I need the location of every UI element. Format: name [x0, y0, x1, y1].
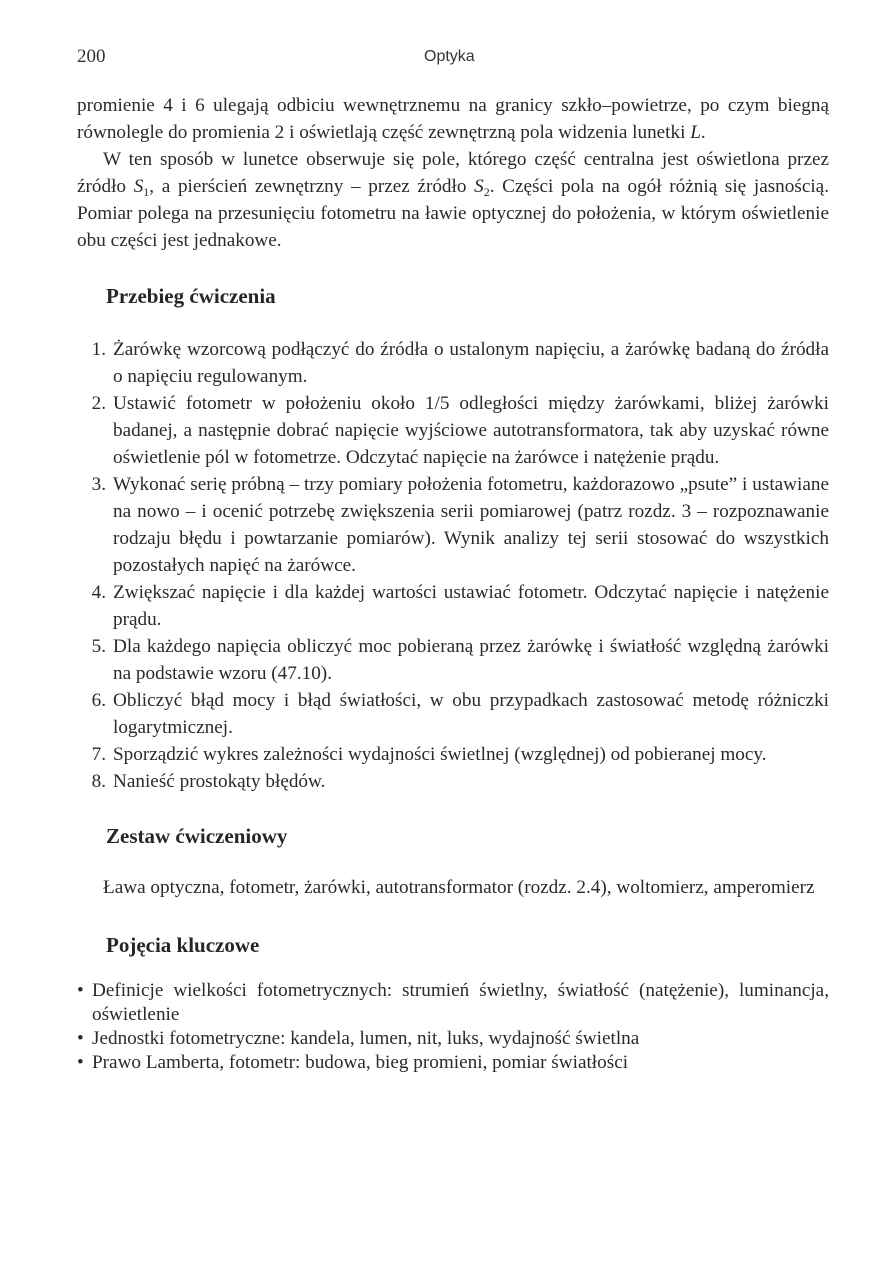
bullet-icon: • — [77, 1028, 84, 1049]
step-number: 8. — [91, 771, 106, 792]
step-item — [77, 633, 829, 687]
symbol-L: L — [690, 122, 701, 143]
step-number: 3. — [91, 474, 106, 495]
step-text: Dla każdego napięcia obliczyć moc pobieraną przez żarówkę i światłość względną żarówki na podstawie wzoru (47.10). — [113, 636, 829, 684]
step-text: Obliczyć błąd mocy i błąd światłości, w obu przypadkach zastosować metodę różniczki logarytmicznej. — [113, 690, 829, 738]
step-item — [77, 336, 829, 390]
equipment-heading: Zestaw ćwiczeniowy — [106, 824, 288, 848]
concept-item — [77, 1027, 829, 1051]
concept-text: Definicje wielkości fotometrycznych: strumień świetlny, światłość (natężenie), luminancja, oświetlenie — [92, 980, 829, 1025]
running-head — [77, 46, 829, 70]
step-item — [77, 768, 829, 795]
step-item — [77, 741, 829, 768]
step-text: Ustawić fotometr w położeniu około 1/5 odległości między żarówkami, bliżej żarówki badanej, a następnie dobrać napięcie wyjściowe autotransformatora, tak aby uzyskać równe oświetlenie pól w fotometrze. Odczytać napięcie na żarówce i natężenie prądu. — [113, 393, 829, 468]
concept-item — [77, 979, 829, 1027]
step-text: Żarówkę wzorcową podłączyć do źródła o ustalonym napięciu, a żarówkę badaną do źródła o napięciu regulowanym. — [113, 339, 829, 387]
step-number: 4. — [91, 582, 106, 603]
body-text — [77, 92, 829, 1075]
step-number: 7. — [91, 744, 106, 765]
step-text: Nanieść prostokąty błędów. — [113, 771, 326, 792]
step-item — [77, 579, 829, 633]
section-title: Optyka — [424, 48, 475, 65]
concept-text: Prawo Lamberta, fotometr: budowa, bieg promieni, pomiar światłości — [92, 1052, 629, 1073]
concept-item — [77, 1051, 829, 1075]
procedure-heading: Przebieg ćwiczenia — [106, 284, 276, 308]
step-number: 6. — [91, 690, 106, 711]
step-number: 2. — [91, 393, 106, 414]
subscript-2: 2 — [483, 185, 490, 199]
procedure-steps — [77, 336, 829, 795]
step-number: 1. — [91, 339, 106, 360]
intro-paragraph-1: promienie 4 i 6 ulegają odbiciu wewnętrznemu na granicy szkło–powietrze, po czym biegną równolegle do promienia 2 i oświetlają część zewnętrzną pola widzenia lunetki L. — [77, 95, 829, 143]
equipment-text: Ława optyczna, fotometr, żarówki, autotransformator (rozdz. 2.4), woltomierz, amperomierz — [103, 877, 815, 898]
step-number: 5. — [91, 636, 106, 657]
intro-paragraph-2: W ten sposób w lunetce obserwuje się pole, którego część centralna jest oświetlona przez źródło $S_1$, a pierścień zewnętrzny – przez źródło $S_2$. Części pola na ogół różnią się jasnością. Pomiar polega na przesunięciu fotometru na ławie optycznej do położenia, w którym oświetlenie obu części jest jednakowe. — [77, 149, 829, 251]
bullet-icon: • — [77, 980, 84, 1001]
concept-text: Jednostki fotometryczne: kandela, lumen, nit, luks, wydajność świetlna — [92, 1028, 640, 1049]
page-number: 200 — [77, 46, 106, 67]
step-text: Zwiększać napięcie i dla każdej wartości ustawiać fotometr. Odczytać napięcie i natężenie prądu. — [113, 582, 829, 630]
symbol-S2: S — [474, 176, 484, 197]
symbol-S1: S — [133, 176, 144, 197]
step-item — [77, 390, 829, 471]
bullet-icon: • — [77, 1052, 84, 1073]
subscript-1: 1 — [143, 185, 150, 199]
step-text: Wykonać serię próbną – trzy pomiary położenia fotometru, każdorazowo „psute” i ustawiane na nowo – i ocenić potrzebę zwiększenia serii pomiarowej (patrz rozdz. 3 – rozpoznawanie rodzaju błędu i powtarzanie pomiarów). Wynik analizy tej serii stosować do wszystkich pozostałych napięć na żarówce. — [113, 474, 829, 576]
step-item — [77, 687, 829, 741]
step-item — [77, 471, 829, 579]
concepts-heading: Pojęcia kluczowe — [106, 933, 260, 957]
step-text: Sporządzić wykres zależności wydajności świetlnej (względnej) od pobieranej mocy. — [113, 744, 767, 765]
concepts-list — [77, 979, 829, 1075]
